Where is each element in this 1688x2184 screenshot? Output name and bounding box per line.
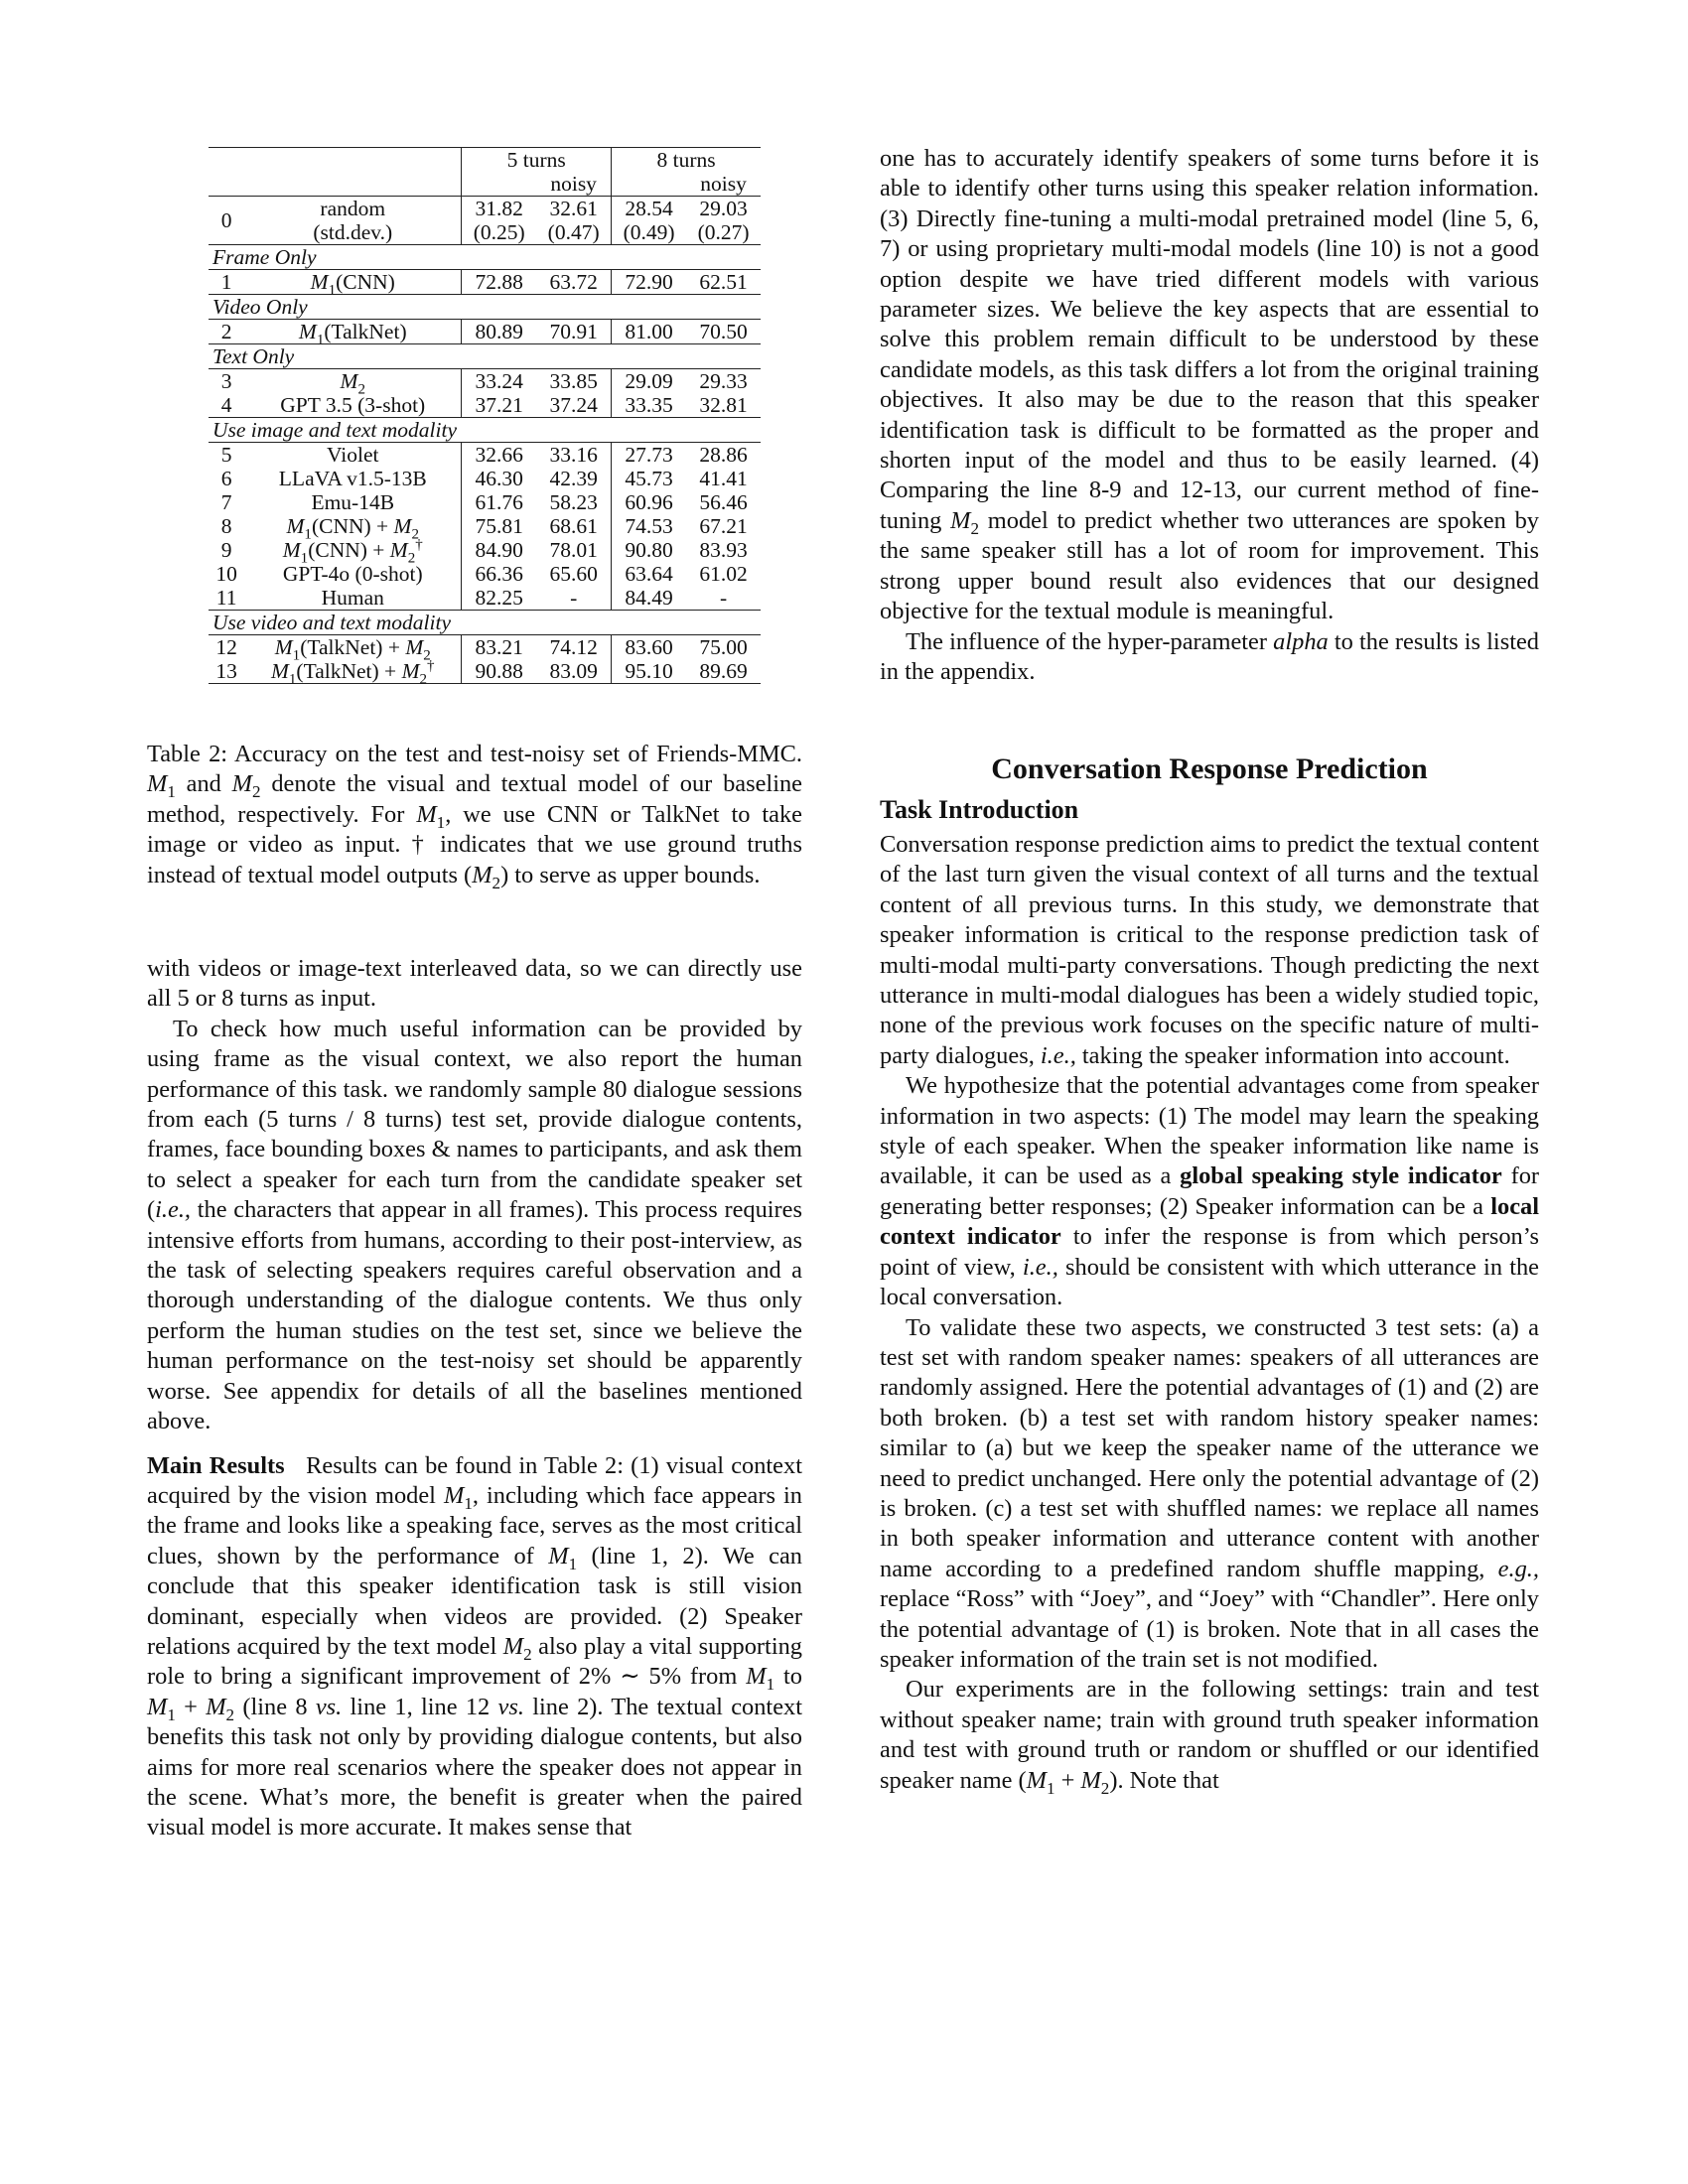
cell: 61.02: [699, 562, 748, 586]
table-section-header: [209, 295, 761, 320]
table-sections: [209, 245, 761, 688]
table-section-header: [209, 611, 761, 635]
table-row: [209, 538, 761, 562]
cell: 45.73: [625, 467, 673, 490]
section-label: Use image and text modality: [209, 418, 761, 443]
subsection-title: Task Introduction: [880, 795, 1079, 824]
row-model: $M_1(TalkNet) + M_2$: [244, 635, 461, 660]
cell: (0.47): [536, 220, 611, 245]
cell: 89.69: [686, 659, 761, 684]
header-8-turns: 8 turns: [612, 148, 761, 173]
row-num: 8: [220, 514, 232, 538]
paragraph: The influence of the hyper-parameter alpha to the results is listed in the appendix.: [880, 627, 1539, 685]
cell: 29.09: [612, 369, 686, 394]
row-model: Human: [244, 586, 461, 611]
row-num: 2: [209, 320, 244, 344]
results-table: [209, 147, 761, 688]
row-model: $M_1(TalkNet)$: [244, 320, 461, 344]
table-row: [209, 514, 761, 538]
row-model: $M_2$: [244, 369, 461, 394]
section-label: Text Only: [209, 344, 761, 369]
header-noisy-5: noisy: [536, 172, 611, 197]
row-model: $M_1(TalkNet) + M_2^\dagger$: [244, 659, 461, 684]
cell: 82.25: [475, 586, 523, 610]
paragraph: one has to accurately identify speakers of some turns before it is able to identify other turns using this speaker relation information. (3) Directly fine-tuning a multi-modal pretrained model (line 5, 6, 7) or using proprietary multi-modal models (line 10) is not a good option despite we have tried different models with various parameter sizes. We believe the key aspects that are essential to solve this problem remain difficult to be understood by these candidate models, as this task differs a lot from the original training objectives. It also may be due to the reason that this speaker identification task is difficult to be formatted as the proper and shorten input of the model and thus to be easily learned. (4) Comparing the line 8-9 and 12-13, our current method of fine-tuning $M_2$ model to predict whether two utterances are spoken by the same speaker still has a lot of room for improvement. This strong upper bound result also evidences that our designed objective for the textual module is meaningful.: [880, 145, 1539, 625]
cell: 62.51: [686, 270, 761, 295]
cell: 37.21: [475, 393, 523, 417]
cell: 28.54: [612, 197, 686, 221]
cell: 41.41: [699, 467, 748, 490]
row-num: 1: [209, 270, 244, 295]
cell: 31.82: [462, 197, 536, 221]
cell: 58.23: [536, 490, 611, 514]
cell: 78.01: [536, 538, 611, 562]
cell: 33.16: [536, 443, 611, 468]
table-row: [209, 490, 761, 514]
cell: 75.81: [475, 514, 523, 538]
cell: 83.21: [462, 635, 536, 660]
cell: 63.72: [536, 270, 611, 295]
cell: 80.89: [462, 320, 536, 344]
cell: 29.03: [686, 197, 761, 221]
row-model: (std.dev.): [244, 220, 461, 245]
row-model: Emu-14B: [244, 490, 461, 514]
row-num: 3: [209, 369, 244, 394]
header-5-turns: 5 turns: [462, 148, 612, 173]
row-model: LLaVA v1.5-13B: [244, 467, 461, 490]
right-column-top: [880, 144, 1539, 687]
cell: 42.39: [536, 467, 611, 490]
cell: 66.36: [475, 562, 523, 586]
table-header-row-1: [209, 148, 761, 173]
cell: 67.21: [699, 514, 748, 538]
cell: 84.49: [625, 586, 673, 610]
cell: 70.50: [686, 320, 761, 344]
cell: 74.12: [536, 635, 611, 660]
cell: 46.30: [475, 467, 523, 490]
cell: 33.85: [536, 369, 611, 394]
right-column-bottom: [880, 794, 1539, 1796]
table-row: [209, 635, 761, 660]
row-num: 6: [220, 467, 232, 490]
table-row-stddev: [209, 220, 761, 245]
paragraph: To validate these two aspects, we constructed 3 test sets: (a) a test set with random speaker names: speakers of all utterances are randomly assigned. Here the potential advantages of (1) and (2) are both broken. (b) a test set with random history speaker names: similar to (a) but we keep the speaker name of the utterance we need to predict unchanged. Here only the potential advantage of (2) is broken. (c) a test set with shuffled names: we replace all names in both speaker information and utterance content with another name according to a predefined random shuffle mapping, e.g., replace “Ross” with “Joey”, and “Joey” with “Chandler”. Here only the potential advantage of (1) is broken. Note that in all cases the speaker information of the train set is not modified.: [880, 1313, 1539, 1673]
row-num: 0: [209, 197, 244, 245]
cell: 32.81: [699, 393, 748, 417]
section-label: Video Only: [209, 295, 761, 320]
row-num: 9: [220, 538, 232, 562]
cell: 83.09: [536, 659, 611, 684]
table-row: [209, 659, 761, 684]
cell: 61.76: [475, 490, 523, 514]
cell: 70.91: [536, 320, 611, 344]
row-num: 12: [209, 635, 244, 660]
row-num: 4: [220, 393, 232, 417]
table-section-header: [209, 344, 761, 369]
row-num: 11: [215, 586, 237, 610]
table-row: [209, 320, 761, 344]
table-header-row-2: [209, 172, 761, 197]
table-section-header: [209, 418, 761, 443]
table-row: [209, 270, 761, 295]
row-model: $M_1(CNN) + M_2^\dagger$: [244, 538, 461, 562]
row-model: $M_1(CNN)$: [244, 270, 461, 295]
paragraph: We hypothesize that the potential advantages come from speaker information in two aspects: (1) The model may learn the speaking style of each speaker. When the speaker information like name is available, it can be used as a global speaking style indicator for generating better responses; (2) Speaker information can be a local context indicator to infer the response is from which person’s point of view, i.e., should be consistent with which utterance in the local conversation.: [880, 1072, 1540, 1311]
row-model: GPT 3.5 (3-shot): [244, 393, 461, 418]
results-table-wrapper: [209, 147, 761, 688]
cell: -: [536, 586, 611, 611]
cell: 63.64: [625, 562, 673, 586]
section-title: Conversation Response Prediction: [991, 752, 1428, 785]
cell: 65.60: [536, 562, 611, 586]
row-model: random: [244, 197, 461, 221]
paragraph: Conversation response prediction aims to predict the textual content of the last turn given the visual context of all turns and the textual content of all previous turns. In this study, we demonstrate that speaker information is critical to the response prediction task of multi-modal multi-party conversations. Though predicting the next utterance in multi-modal dialogues has been a widely studied topic, none of the previous work focuses on the specific nature of multi-party dialogues, i.e., taking the speaker information into account.: [880, 831, 1539, 1069]
cell: 29.33: [686, 369, 761, 394]
cell: 81.00: [612, 320, 686, 344]
cell: 32.61: [536, 197, 611, 221]
paragraph: with videos or image-text interleaved data, so we can directly use all 5 or 8 turns as input.: [147, 955, 802, 1013]
cell: 72.88: [462, 270, 536, 295]
table-caption: [147, 740, 802, 890]
cell: 33.24: [462, 369, 536, 394]
table-row: [209, 369, 761, 394]
cell: 90.88: [462, 659, 536, 684]
cell: 37.24: [536, 393, 611, 418]
cell: 27.73: [612, 443, 686, 468]
table-section-header: [209, 245, 761, 270]
row-model: GPT-4o (0-shot): [244, 562, 461, 586]
section-label: Frame Only: [209, 245, 761, 270]
cell: 56.46: [699, 490, 748, 514]
table-row: [209, 393, 761, 418]
cell: 33.35: [625, 393, 673, 417]
row-num: 7: [220, 490, 232, 514]
cell: 84.90: [475, 538, 523, 562]
row-num: 13: [209, 659, 244, 684]
cell: (0.25): [473, 220, 525, 244]
table-row-random: [209, 197, 761, 221]
main-results-label: Main Results: [147, 1451, 285, 1479]
table-row: [209, 443, 761, 468]
cell: 60.96: [625, 490, 673, 514]
cell: 72.90: [612, 270, 686, 295]
row-model: Violet: [244, 443, 461, 468]
cell: 68.61: [536, 514, 611, 538]
cell: (0.49): [623, 220, 675, 244]
cell: (0.27): [697, 220, 750, 244]
row-num: 10: [215, 562, 237, 586]
cell: -: [719, 586, 728, 610]
cell: 83.60: [612, 635, 686, 660]
cell: 74.53: [625, 514, 673, 538]
row-model: $M_1(CNN) + M_2$: [244, 514, 461, 538]
caption-text: Table 2: Accuracy on the test and test-noisy set of Friends-MMC. $M_1$ and $M_2$ denote the visual and textual model of our baseline method, respectively. For $M_1$, we use CNN or TalkNet to take image or video as input. † indicates that we use ground truths instead of textual model outputs $(M_2)$ to serve as upper bounds.: [147, 741, 802, 892]
cell: 90.80: [625, 538, 673, 562]
cell: 32.66: [462, 443, 536, 468]
paragraph-main-results: Main Results Results can be found in Table 2: (1) visual context acquired by the vision model $M_1$, including which face appears in the frame and looks like a speaking face, serves as the most critical clues, shown by the performance of $M_1$ (line 1, 2). We can conclude that this speaker identification task is still vision dominant, especially when videos are provided. (2) Speaker relations acquired by the text model $M_2$ also play a vital supporting role to bring a significant improvement of 2% ∼ 5% from $M_1$ to $M_1 + M_2$ (line 8 vs. line 1, line 12 vs. line 2). The textual context benefits this task not only by providing dialogue contents, but also aims for more real scenarios where the speaker does not appear in the scene. What’s more, the benefit is greater when the paired visual model is more accurate. It makes sense that: [147, 1451, 802, 1842]
header-noisy-8: noisy: [700, 172, 747, 196]
cell: 75.00: [686, 635, 761, 660]
section-label: Use video and text modality: [209, 611, 761, 635]
paragraph: To check how much useful information can be provided by using frame as the visual context, we also report the human performance of this task. we randomly sample 80 dialogue sessions from each (5 turns / 8 turns) test set, provide dialogue contents, frames, face bounding boxes & names to participants, and ask them to select a speaker for each turn from the candidate speaker set (i.e., the characters that appear in all frames). This process requires intensive efforts from humans, according to their post-interview, as the task of selecting speakers requires careful observation and a thorough understanding of the dialogue contents. We thus only perform the human studies on the test set, since we believe the human performance on the test-noisy set should be apparently worse. See appendix for details of all the baselines mentioned above.: [147, 1015, 802, 1435]
cell: 28.86: [686, 443, 761, 468]
row-num: 5: [209, 443, 244, 468]
paragraph: Our experiments are in the following settings: train and test without speaker name; train with ground truth speaker information and test with ground truth or random or shuffled or our identified speaker name $(M_1 + M_2)$. Note that: [880, 1676, 1539, 1798]
cell: 83.93: [699, 538, 748, 562]
table-row: [209, 467, 761, 490]
table-row: [209, 586, 761, 611]
table-row: [209, 562, 761, 586]
left-column: [147, 954, 802, 1843]
cell: 95.10: [612, 659, 686, 684]
